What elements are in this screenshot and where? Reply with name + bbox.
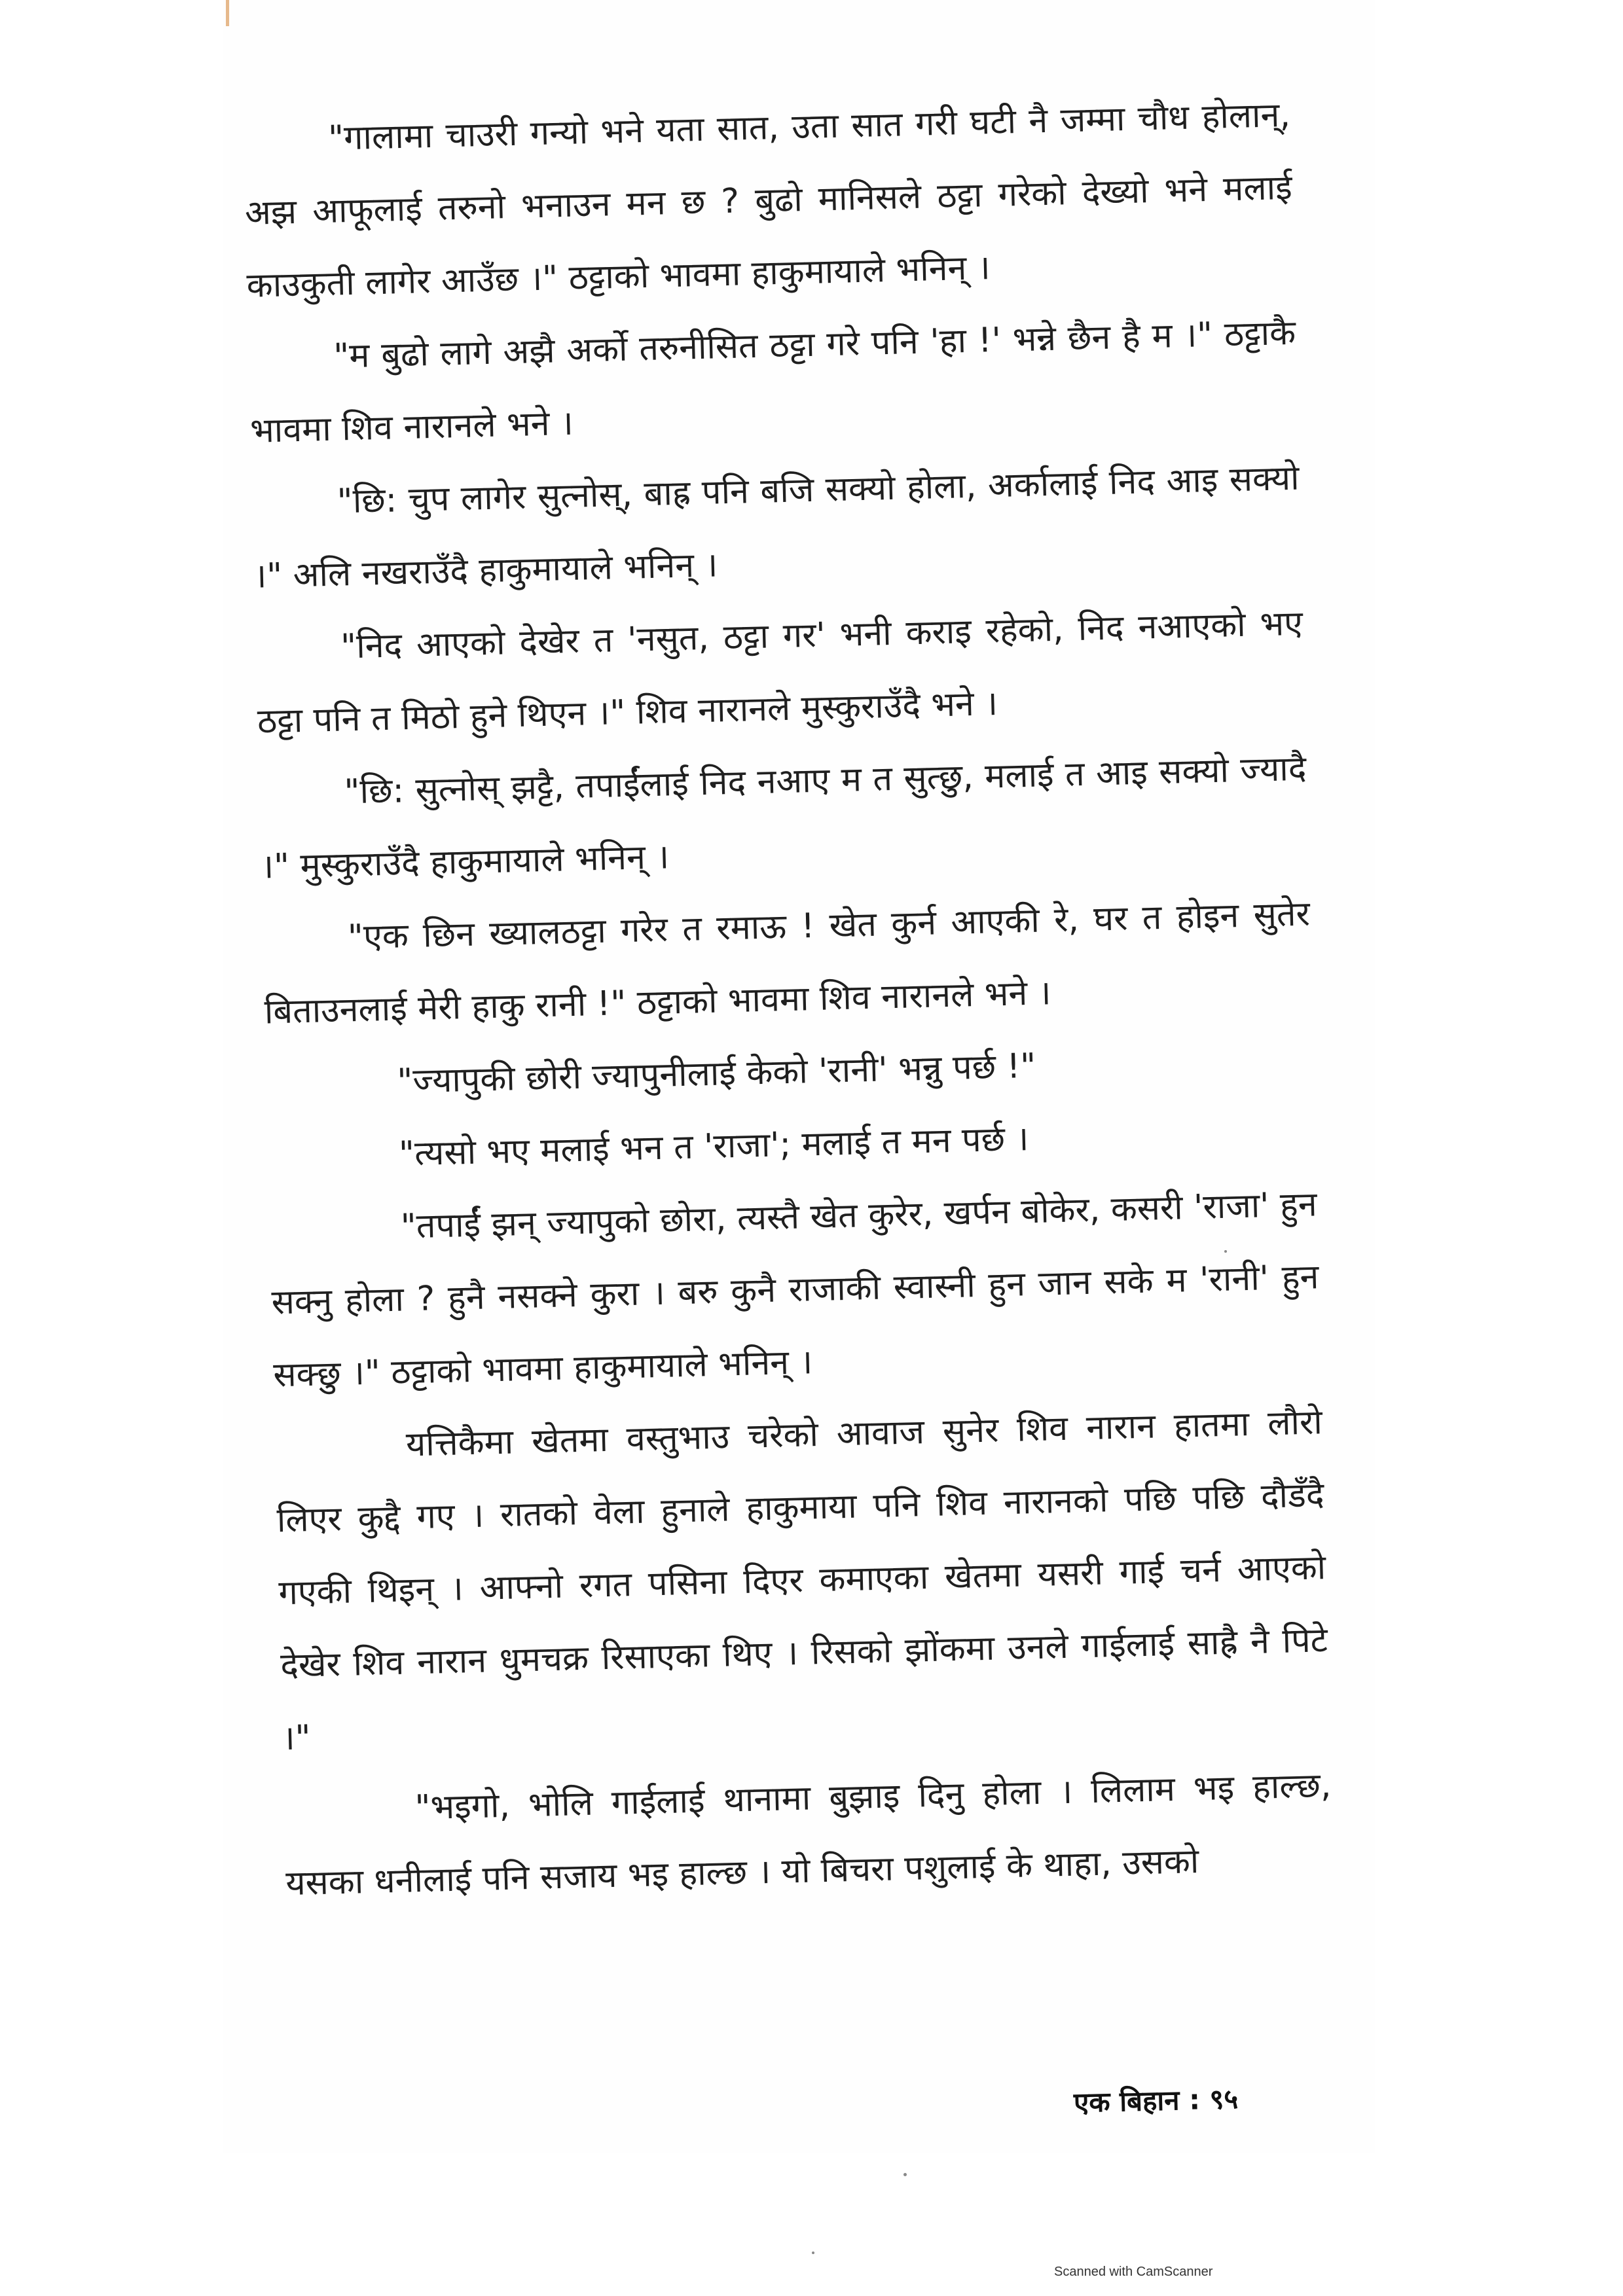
paragraph-7: "ज्यापुकी छोरी ज्यापुनीलाई केको 'रानी' भन्नु पर्छ !" (396, 1046, 1037, 1102)
scan-speck (812, 2251, 814, 2254)
scanner-watermark: Scanned with CamScanner (1054, 2265, 1213, 2279)
paragraph-6: "एक छिन ख्यालठट्टा गरेर त रमाऊ ! खेत कुर्न आएकी रे, घर त होइन सुतेर बिताउनलाई मेरी हाकु रानी !" ठट्टाको भावमा शिव नारानले भने । (264, 894, 1311, 1032)
page-number-folio: एक बिहान : ९५ (1073, 2082, 1239, 2119)
page-edge-mark (226, 0, 229, 26)
paragraph-10: यत्तिकैमा खेतमा वस्तुभाउ चरेको आवाज सुनेर शिव नारान हातमा लौरो लिएर कुद्दै गए । रातको वेला हुनाले हाकुमाया पनि शिव नारानको पछि पछि दौडँदै गएकी थिइन् । आफ्नो रगत पसिना दिएर कमाएका खेतमा यसरी गाई चर्न आएको देखेर शिव नारान धुमचक्र रिसाएका थिए । रिसको झोंकमा उनले गाईलाई साह्रै नै पिटे ।" (276, 1403, 1328, 1759)
paragraph-8: "त्यसो भए मलाई भन त 'राजा'; मलाई त मन पर्छ । (398, 1119, 1030, 1174)
scan-speck (903, 2173, 907, 2176)
paragraph-5: "छि: सुत्नोस् झट्टै, तपाईंलाई निद नआए म त सुत्छु, मलाई त आइ सक्यो ज्यादै ।" मुस्कुराउँदै हाकुमायाले भनिन् । (260, 749, 1307, 887)
paragraph-11: "भइगो, भोलि गाईलाई थानामा बुझाइ दिनु होला । लिलाम भइ हाल्छ, यसका धनीलाई पनि सजाय भइ हाल्छ । यो बिचरा पशुलाई के थाहा, उसको (285, 1766, 1332, 1904)
paragraph-3: "छि: चुप लागेर सुत्नोस्, बाह्र पनि बजि सक्यो होला, अर्कालाई निद आइ सक्यो ।" अलि नखराउँदै हाकुमायाले भनिन् । (253, 458, 1300, 596)
paragraph-4: "निद आएको देखेर त 'नसुत, ठट्टा गर' भनी कराइ रहेको, निद नआएको भए ठट्टा पनि त मिठो हुने थिएन ।" शिव नारानले मुस्कुराउँदै भने । (257, 603, 1304, 742)
paragraph-2: "म बुढो लागे अझै अर्को तरुनीसित ठट्टा गरे पनि 'हा !' भन्ने छैन है म ।" ठट्टाकै भावमा शिव नारानले भने । (249, 313, 1296, 451)
paragraph-1: "गालामा चाउरी गन्यो भने यता सात, उता सात गरी घटी नै जम्मा चौध होलान्, अझ आफूलाई तरुनो भनाउन मन छ ? बुढो मानिसले ठट्टा गरेको देख्यो भने मलाई काउकुती लागेर आउँछ ।" ठट्टाको भावमा हाकुमायाले भनिन् । (244, 95, 1293, 306)
page-body-text (242, 79, 1334, 1920)
paragraph-9: "तपाईं झन् ज्यापुको छोरा, त्यस्तै खेत कुरेर, खर्पन बोकेर, कसरी 'राजा' हुन सक्नु होला ? हुनै नसक्ने कुरा । बरु कुनै राजाकी स्वास्नी हुन जान सके म 'रानी' हुन सक्छु ।" ठट्टाको भावमा हाकुमायाले भनिन् । (271, 1185, 1319, 1395)
scan-speck (1224, 1250, 1227, 1253)
